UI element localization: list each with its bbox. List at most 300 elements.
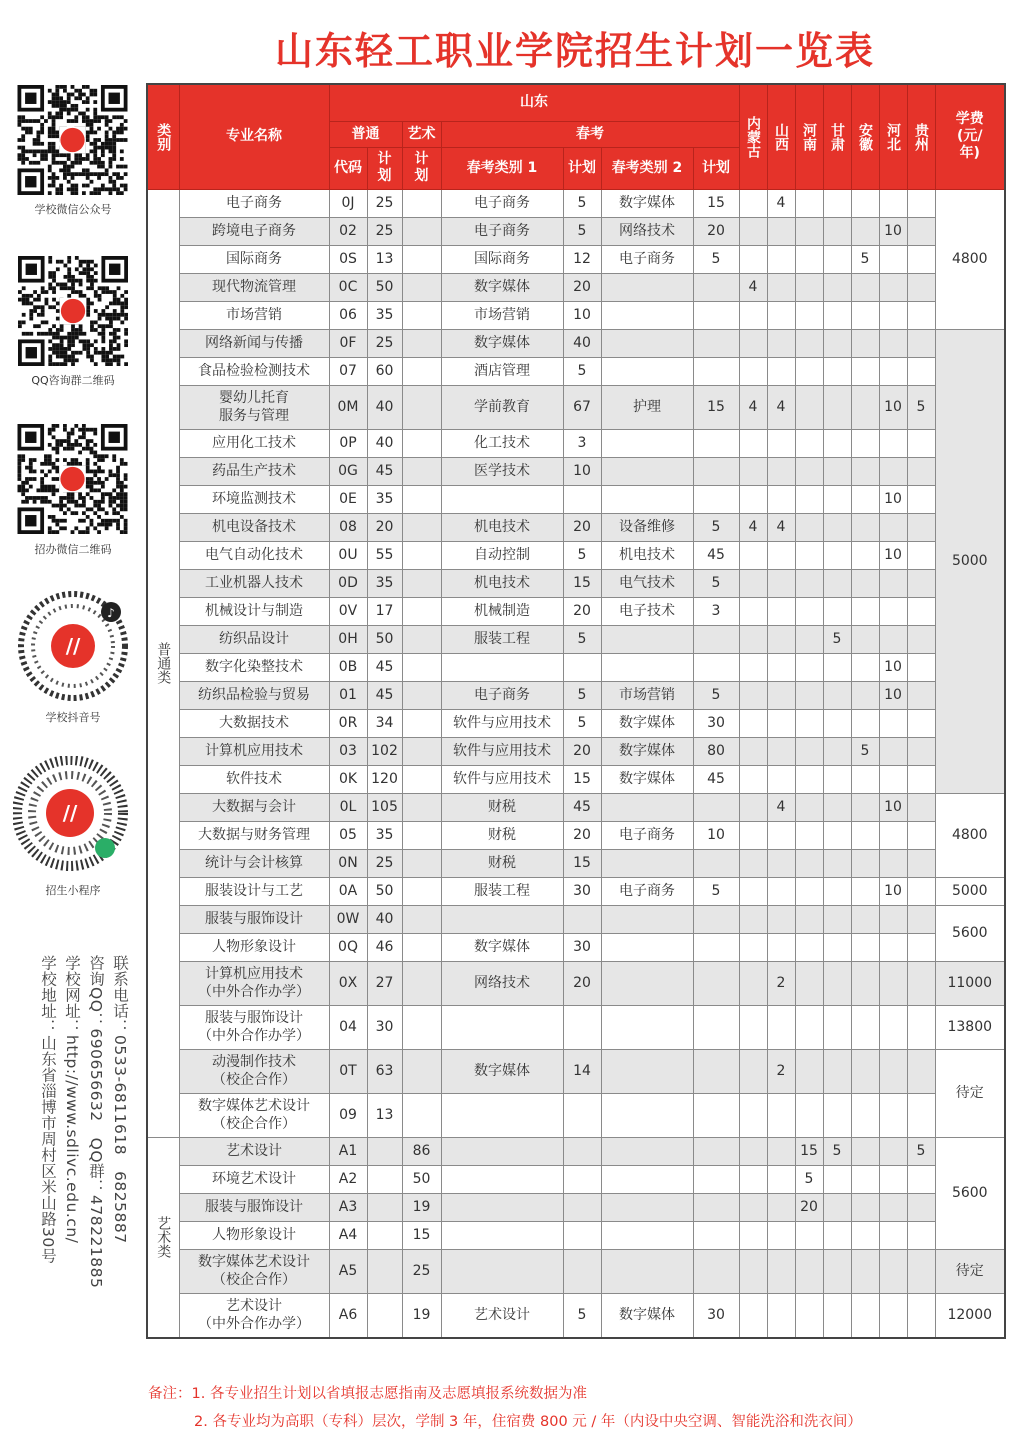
plan-hebei xyxy=(879,245,907,273)
note-1: 备注：1. 各专业招生计划以省填报志愿指南及志愿填报系统数据为准 xyxy=(148,1386,587,1402)
plan-anhui xyxy=(851,681,879,709)
spring-plan-1: 20 xyxy=(563,273,601,301)
spring-category-1: 财税 xyxy=(441,849,563,877)
spring-category-1: 化工技术 xyxy=(441,429,563,457)
plan-gansu xyxy=(823,933,851,961)
spring-plan-2 xyxy=(693,273,739,301)
major-name: 机械设计与制造 xyxy=(179,597,329,625)
spring-category-1 xyxy=(441,1249,563,1293)
spring-category-1: 机电技术 xyxy=(441,569,563,597)
plan-neimenggu: 4 xyxy=(739,385,767,429)
spring-plan-2 xyxy=(693,849,739,877)
spring-category-2 xyxy=(601,1049,693,1093)
spring-plan-1 xyxy=(563,1193,601,1221)
major-name: 环境监测技术 xyxy=(179,485,329,513)
code: 0D xyxy=(329,569,367,597)
plan-neimenggu xyxy=(739,301,767,329)
spring-plan-1: 20 xyxy=(563,513,601,541)
spring-category-1: 软件与应用技术 xyxy=(441,709,563,737)
plan-anhui xyxy=(851,217,879,245)
spring-category-1: 软件与应用技术 xyxy=(441,765,563,793)
plan-anhui xyxy=(851,485,879,513)
plan-henan xyxy=(795,1293,823,1338)
table-row xyxy=(147,653,1005,681)
header-spring-cat1: 春考类别 1 xyxy=(441,147,563,189)
code: 0Q xyxy=(329,933,367,961)
plan-neimenggu xyxy=(739,625,767,653)
plan-hebei xyxy=(879,709,907,737)
plan-guizhou: 5 xyxy=(907,1137,935,1165)
spring-category-1: 电子商务 xyxy=(441,217,563,245)
spring-category-1: 数字媒体 xyxy=(441,1049,563,1093)
spring-plan-1: 15 xyxy=(563,765,601,793)
plan-gansu xyxy=(823,905,851,933)
plan-anhui xyxy=(851,1293,879,1338)
plan-neimenggu: 4 xyxy=(739,513,767,541)
code: 0P xyxy=(329,429,367,457)
art-plan: 15 xyxy=(402,1221,441,1249)
header-province: 河北 xyxy=(879,84,907,189)
plan-guizhou xyxy=(907,189,935,217)
table-row xyxy=(147,429,1005,457)
plan-gansu xyxy=(823,653,851,681)
plan-guizhou xyxy=(907,1005,935,1049)
qr-code-icon xyxy=(15,85,130,195)
major-name: 现代物流管理 xyxy=(179,273,329,301)
plan-guizhou xyxy=(907,329,935,357)
code: 0N xyxy=(329,849,367,877)
major-name: 大数据技术 xyxy=(179,709,329,737)
plan-henan xyxy=(795,513,823,541)
table-row xyxy=(147,1137,1005,1165)
category-cell: 普通类 xyxy=(147,189,179,1137)
plan-gansu xyxy=(823,1049,851,1093)
plan-shanxi xyxy=(767,1193,795,1221)
spring-category-1: 服装工程 xyxy=(441,625,563,653)
plan-hebei xyxy=(879,357,907,385)
plan-henan xyxy=(795,541,823,569)
spring-category-2 xyxy=(601,793,693,821)
spring-plan-2: 5 xyxy=(693,877,739,905)
table-row xyxy=(147,709,1005,737)
plan-anhui: 5 xyxy=(851,737,879,765)
plan-gansu xyxy=(823,273,851,301)
table-row xyxy=(147,625,1005,653)
tuition-cell: 4800 xyxy=(935,189,1005,329)
spring-category-1: 财税 xyxy=(441,793,563,821)
major-name: 数字媒体艺术设计 （校企合作） xyxy=(179,1093,329,1137)
plan-gansu xyxy=(823,1165,851,1193)
note-2: 2. 各专业均为高职（专科）层次，学制 3 年，住宿费 800 元 / 年（内设中央空调、智能洗浴和洗衣间） xyxy=(194,1414,862,1430)
plan-shanxi: 4 xyxy=(767,385,795,429)
contact-website[interactable]: 学校网址：http://www.sdlivc.edu.cn/ xyxy=(63,955,81,1244)
plan-gansu xyxy=(823,681,851,709)
general-plan: 40 xyxy=(367,905,402,933)
plan-neimenggu xyxy=(739,933,767,961)
svg-text://: // xyxy=(65,634,81,658)
general-plan: 25 xyxy=(367,329,402,357)
table-row xyxy=(147,385,1005,429)
spring-category-2: 电子商务 xyxy=(601,877,693,905)
spring-plan-1: 20 xyxy=(563,737,601,765)
spring-plan-2: 10 xyxy=(693,821,739,849)
plan-gansu: 5 xyxy=(823,1137,851,1165)
plan-guizhou xyxy=(907,765,935,793)
plan-anhui xyxy=(851,793,879,821)
major-name: 机电设备技术 xyxy=(179,513,329,541)
general-plan: 50 xyxy=(367,877,402,905)
plan-neimenggu xyxy=(739,849,767,877)
spring-plan-1: 10 xyxy=(563,301,601,329)
spring-plan-1: 45 xyxy=(563,793,601,821)
plan-henan xyxy=(795,1093,823,1137)
spring-plan-2: 5 xyxy=(693,513,739,541)
plan-shanxi xyxy=(767,245,795,273)
spring-plan-2: 5 xyxy=(693,681,739,709)
plan-shanxi: 4 xyxy=(767,513,795,541)
major-name: 数字化染整技术 xyxy=(179,653,329,681)
header-province: 内蒙古 xyxy=(739,84,767,189)
major-name: 统计与会计核算 xyxy=(179,849,329,877)
plan-henan xyxy=(795,273,823,301)
spring-plan-2 xyxy=(693,1193,739,1221)
spring-plan-2: 20 xyxy=(693,217,739,245)
plan-guizhou xyxy=(907,541,935,569)
spring-category-1: 服装工程 xyxy=(441,877,563,905)
plan-guizhou xyxy=(907,625,935,653)
header-category: 类别 xyxy=(147,84,179,189)
spring-category-2 xyxy=(601,429,693,457)
spring-category-1: 数字媒体 xyxy=(441,273,563,301)
plan-gansu xyxy=(823,849,851,877)
svg-text://: // xyxy=(62,801,78,825)
spring-category-1 xyxy=(441,1137,563,1165)
enrollment-plan-table xyxy=(146,83,1006,1339)
plan-neimenggu xyxy=(739,905,767,933)
tuition-cell: 5000 xyxy=(935,329,1005,793)
plan-neimenggu xyxy=(739,737,767,765)
header-spring-plan1: 计划 xyxy=(563,147,601,189)
plan-anhui xyxy=(851,905,879,933)
plan-hebei xyxy=(879,1165,907,1193)
contact-phone: 联系电话：0533-6811618 6825887 xyxy=(111,955,129,1244)
art-plan xyxy=(402,457,441,485)
spring-plan-1: 5 xyxy=(563,625,601,653)
art-plan xyxy=(402,765,441,793)
spring-plan-2 xyxy=(693,1221,739,1249)
plan-henan: 5 xyxy=(795,1165,823,1193)
spring-plan-1: 12 xyxy=(563,245,601,273)
spring-plan-2: 15 xyxy=(693,385,739,429)
spring-category-1: 软件与应用技术 xyxy=(441,737,563,765)
plan-shanxi: 4 xyxy=(767,189,795,217)
plan-neimenggu xyxy=(739,357,767,385)
code: 09 xyxy=(329,1093,367,1137)
spring-category-2 xyxy=(601,1137,693,1165)
code: 0C xyxy=(329,273,367,301)
code: 0J xyxy=(329,189,367,217)
header-province: 山西 xyxy=(767,84,795,189)
spring-plan-1: 20 xyxy=(563,597,601,625)
plan-neimenggu xyxy=(739,1221,767,1249)
plan-neimenggu xyxy=(739,793,767,821)
table-row xyxy=(147,1193,1005,1221)
plan-neimenggu xyxy=(739,877,767,905)
spring-category-2 xyxy=(601,933,693,961)
major-name: 纺织品设计 xyxy=(179,625,329,653)
plan-gansu xyxy=(823,793,851,821)
plan-neimenggu xyxy=(739,485,767,513)
code: 01 xyxy=(329,681,367,709)
major-name: 艺术设计 xyxy=(179,1137,329,1165)
plan-anhui xyxy=(851,273,879,301)
spring-plan-2: 45 xyxy=(693,765,739,793)
plan-anhui xyxy=(851,385,879,429)
plan-shanxi xyxy=(767,933,795,961)
table-row xyxy=(147,905,1005,933)
major-name: 大数据与财务管理 xyxy=(179,821,329,849)
plan-gansu xyxy=(823,217,851,245)
spring-plan-2 xyxy=(693,301,739,329)
plan-shanxi xyxy=(767,709,795,737)
plan-hebei: 10 xyxy=(879,217,907,245)
plan-gansu xyxy=(823,1005,851,1049)
qr-label: QQ咨询群二维码 xyxy=(31,374,115,387)
header-art-plan: 计划 xyxy=(402,147,441,189)
spring-plan-2 xyxy=(693,429,739,457)
plan-hebei xyxy=(879,821,907,849)
tuition-cell: 待定 xyxy=(935,1049,1005,1137)
major-name: 服装与服饰设计 （中外合作办学） xyxy=(179,1005,329,1049)
general-plan: 46 xyxy=(367,933,402,961)
general-plan: 25 xyxy=(367,849,402,877)
plan-guizhou xyxy=(907,737,935,765)
plan-gansu xyxy=(823,457,851,485)
table-row xyxy=(147,541,1005,569)
plan-guizhou xyxy=(907,681,935,709)
art-plan xyxy=(402,625,441,653)
plan-guizhou xyxy=(907,273,935,301)
art-plan xyxy=(402,681,441,709)
spring-category-2 xyxy=(601,457,693,485)
plan-henan xyxy=(795,457,823,485)
major-name: 婴幼儿托育 服务与管理 xyxy=(179,385,329,429)
plan-shanxi xyxy=(767,329,795,357)
plan-henan xyxy=(795,189,823,217)
general-plan: 17 xyxy=(367,597,402,625)
art-plan xyxy=(402,653,441,681)
plan-henan xyxy=(795,569,823,597)
plan-henan xyxy=(795,681,823,709)
general-plan: 40 xyxy=(367,429,402,457)
plan-henan xyxy=(795,1049,823,1093)
spring-category-2: 市场营销 xyxy=(601,681,693,709)
spring-category-1: 网络技术 xyxy=(441,961,563,1005)
qr-label: 招生小程序 xyxy=(45,884,101,897)
code: 08 xyxy=(329,513,367,541)
spring-category-1: 电子商务 xyxy=(441,681,563,709)
plan-gansu xyxy=(823,737,851,765)
header-province: 河南 xyxy=(795,84,823,189)
plan-anhui xyxy=(851,877,879,905)
plan-hebei: 10 xyxy=(879,877,907,905)
plan-hebei xyxy=(879,429,907,457)
general-plan: 45 xyxy=(367,681,402,709)
spring-category-2 xyxy=(601,1193,693,1221)
table-row xyxy=(147,569,1005,597)
major-name: 跨境电子商务 xyxy=(179,217,329,245)
plan-guizhou xyxy=(907,653,935,681)
spring-plan-1: 5 xyxy=(563,1293,601,1338)
header-province: 安徽 xyxy=(851,84,879,189)
spring-category-2: 电子商务 xyxy=(601,245,693,273)
plan-hebei xyxy=(879,1293,907,1338)
spring-plan-1: 5 xyxy=(563,217,601,245)
plan-shanxi xyxy=(767,457,795,485)
plan-neimenggu xyxy=(739,1193,767,1221)
plan-guizhou xyxy=(907,849,935,877)
plan-henan xyxy=(795,905,823,933)
plan-guizhou xyxy=(907,877,935,905)
plan-henan xyxy=(795,877,823,905)
plan-gansu xyxy=(823,329,851,357)
art-plan xyxy=(402,597,441,625)
general-plan: 55 xyxy=(367,541,402,569)
spring-plan-1: 5 xyxy=(563,189,601,217)
plan-anhui xyxy=(851,1049,879,1093)
general-plan xyxy=(367,1249,402,1293)
spring-plan-2: 30 xyxy=(693,1293,739,1338)
spring-category-2 xyxy=(601,905,693,933)
spring-plan-2: 3 xyxy=(693,597,739,625)
spring-plan-1: 5 xyxy=(563,681,601,709)
header-major: 专业名称 xyxy=(179,84,329,189)
spring-plan-2 xyxy=(693,653,739,681)
spring-plan-1 xyxy=(563,1165,601,1193)
spring-category-2 xyxy=(601,357,693,385)
plan-gansu xyxy=(823,189,851,217)
table-row xyxy=(147,301,1005,329)
plan-anhui xyxy=(851,1093,879,1137)
plan-guizhou xyxy=(907,245,935,273)
plan-hebei xyxy=(879,513,907,541)
plan-anhui xyxy=(851,765,879,793)
spring-plan-1: 5 xyxy=(563,709,601,737)
plan-anhui xyxy=(851,513,879,541)
art-plan: 50 xyxy=(402,1165,441,1193)
major-name: 软件技术 xyxy=(179,765,329,793)
table-row xyxy=(147,273,1005,301)
art-plan xyxy=(402,217,441,245)
major-name: 环境艺术设计 xyxy=(179,1165,329,1193)
plan-hebei xyxy=(879,625,907,653)
plan-neimenggu xyxy=(739,821,767,849)
plan-henan: 20 xyxy=(795,1193,823,1221)
plan-neimenggu xyxy=(739,653,767,681)
plan-gansu xyxy=(823,1293,851,1338)
spring-category-2: 数字媒体 xyxy=(601,1293,693,1338)
plan-gansu xyxy=(823,429,851,457)
spring-plan-1: 15 xyxy=(563,849,601,877)
plan-neimenggu xyxy=(739,429,767,457)
spring-category-1 xyxy=(441,1221,563,1249)
plan-anhui xyxy=(851,1249,879,1293)
plan-hebei xyxy=(879,849,907,877)
art-plan: 19 xyxy=(402,1193,441,1221)
spring-plan-1 xyxy=(563,485,601,513)
table-row xyxy=(147,1005,1005,1049)
plan-shanxi xyxy=(767,1093,795,1137)
plan-neimenggu xyxy=(739,681,767,709)
table-row xyxy=(147,357,1005,385)
plan-henan xyxy=(795,793,823,821)
plan-guizhou xyxy=(907,821,935,849)
spring-category-2: 护理 xyxy=(601,385,693,429)
plan-guizhou xyxy=(907,429,935,457)
plan-guizhou xyxy=(907,961,935,1005)
plan-shanxi xyxy=(767,357,795,385)
plan-anhui xyxy=(851,709,879,737)
spring-plan-2 xyxy=(693,961,739,1005)
spring-plan-1 xyxy=(563,653,601,681)
plan-guizhou xyxy=(907,457,935,485)
header-province: 贵州 xyxy=(907,84,935,189)
spring-category-2: 电子商务 xyxy=(601,821,693,849)
spring-category-1 xyxy=(441,1165,563,1193)
plan-hebei: 10 xyxy=(879,385,907,429)
code: 0X xyxy=(329,961,367,1005)
major-name: 网络新闻与传播 xyxy=(179,329,329,357)
code: 02 xyxy=(329,217,367,245)
plan-gansu xyxy=(823,485,851,513)
art-plan xyxy=(402,737,441,765)
spring-category-1: 学前教育 xyxy=(441,385,563,429)
plan-neimenggu xyxy=(739,1249,767,1293)
general-plan: 13 xyxy=(367,245,402,273)
douyin-code-icon xyxy=(18,590,128,702)
spring-category-1 xyxy=(441,1193,563,1221)
spring-plan-2 xyxy=(693,793,739,821)
plan-shanxi xyxy=(767,1137,795,1165)
spring-plan-1: 30 xyxy=(563,877,601,905)
art-plan xyxy=(402,245,441,273)
spring-category-1: 机械制造 xyxy=(441,597,563,625)
contact-qq: 咨询QQ：690656632 QQ群：478221885 xyxy=(87,955,105,1289)
plan-henan xyxy=(795,301,823,329)
tuition-cell: 11000 xyxy=(935,961,1005,1005)
art-plan xyxy=(402,1049,441,1093)
plan-shanxi xyxy=(767,877,795,905)
plan-anhui xyxy=(851,329,879,357)
plan-hebei xyxy=(879,457,907,485)
plan-hebei: 10 xyxy=(879,653,907,681)
spring-category-2 xyxy=(601,625,693,653)
code: 03 xyxy=(329,737,367,765)
spring-category-2 xyxy=(601,1165,693,1193)
plan-shanxi xyxy=(767,217,795,245)
category-cell: 艺术类 xyxy=(147,1137,179,1338)
spring-plan-2 xyxy=(693,485,739,513)
plan-henan xyxy=(795,737,823,765)
general-plan xyxy=(367,1221,402,1249)
plan-henan xyxy=(795,849,823,877)
spring-category-2: 数字媒体 xyxy=(601,709,693,737)
plan-anhui xyxy=(851,1165,879,1193)
plan-anhui xyxy=(851,569,879,597)
plan-gansu xyxy=(823,357,851,385)
general-plan: 50 xyxy=(367,625,402,653)
table-row xyxy=(147,1165,1005,1193)
